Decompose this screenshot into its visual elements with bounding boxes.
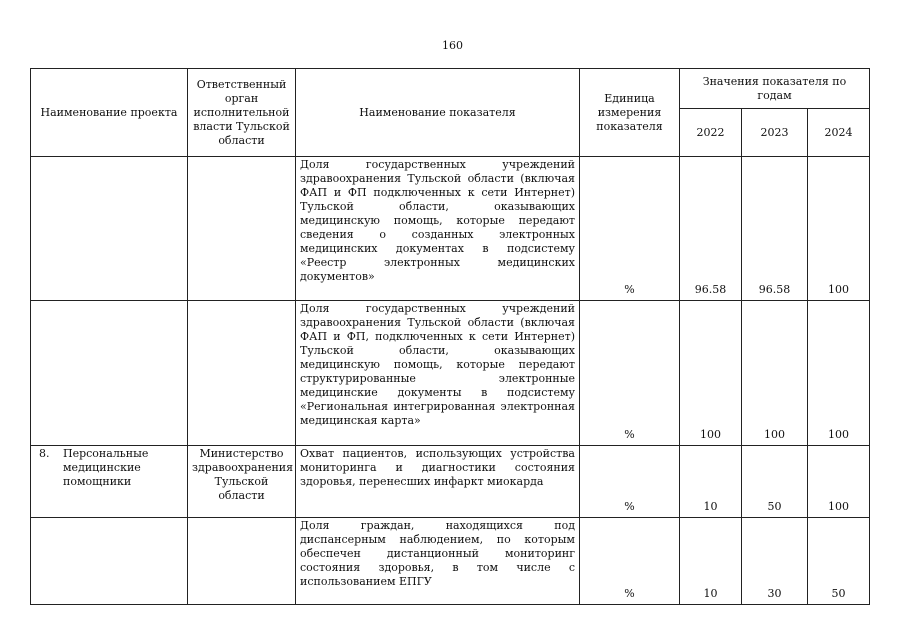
project-name: Персональные медицинские помощники	[63, 447, 149, 488]
responsible-cell	[188, 301, 296, 446]
value-2023: 30	[742, 518, 808, 605]
project-number: 8.	[39, 447, 50, 460]
page-number: 160	[442, 39, 463, 52]
responsible-cell: Министерство здравоохранения Тульской области	[188, 446, 296, 518]
header-year-2024: 2024	[808, 109, 870, 157]
header-values-group: Значения показателя по годам	[680, 69, 870, 109]
value-2022: 96.58	[680, 157, 742, 301]
value-2022: 10	[680, 518, 742, 605]
indicator-cell: Доля граждан, находящихся под диспансерным наблюдением, по которым обеспечен дистанционный мониторинг состояния здоровья, в том числе с использованием ЕПГУ	[296, 518, 580, 605]
value-2024: 50	[808, 518, 870, 605]
indicator-cell: Охват пациентов, использующих устройства мониторинга и диагностики состояния здоровья, перенесших инфаркт миокарда	[296, 446, 580, 518]
indicator-cell: Доля государственных учреждений здравоохранения Тульской области (включая ФАП и ФП подключенных к сети Интернет) Тульской области, оказывающих медицинскую помощь, которые передают сведения о созданных электронных медицинских документах в подсистему «Реестр электронных медицинских документов»	[296, 157, 580, 301]
unit-cell: %	[580, 157, 680, 301]
table-row	[31, 157, 870, 301]
header-project-name: Наименование проекта	[31, 69, 188, 157]
header-year-2023: 2023	[742, 109, 808, 157]
value-2023: 96.58	[742, 157, 808, 301]
header-year-2022: 2022	[680, 109, 742, 157]
unit-cell: %	[580, 301, 680, 446]
project-cell	[31, 301, 188, 446]
header-responsible: Ответственный орган исполнительной власти Тульской области	[188, 69, 296, 157]
indicators-table	[30, 68, 870, 605]
value-2023: 50	[742, 446, 808, 518]
responsible-cell	[188, 518, 296, 605]
table-row	[31, 518, 870, 605]
value-2022: 100	[680, 301, 742, 446]
value-2023: 100	[742, 301, 808, 446]
table-row	[31, 446, 870, 518]
unit-cell: %	[580, 446, 680, 518]
value-2024: 100	[808, 157, 870, 301]
project-cell	[31, 518, 188, 605]
value-2024: 100	[808, 446, 870, 518]
indicator-cell: Доля государственных учреждений здравоохранения Тульской области (включая ФАП и ФП, подключенных к сети Интернет) Тульской области, оказывающих медицинскую помощь, которые передают структурированные электронные медицинские документы в подсистему «Региональная интегрированная электронная медицинская карта»	[296, 301, 580, 446]
unit-cell: %	[580, 518, 680, 605]
value-2024: 100	[808, 301, 870, 446]
header-indicator-name: Наименование показателя	[296, 69, 580, 157]
value-2022: 10	[680, 446, 742, 518]
project-cell	[31, 157, 188, 301]
responsible-cell	[188, 157, 296, 301]
header-unit: Единица измерения показателя	[580, 69, 680, 157]
project-cell	[31, 446, 188, 518]
table-row	[31, 301, 870, 446]
